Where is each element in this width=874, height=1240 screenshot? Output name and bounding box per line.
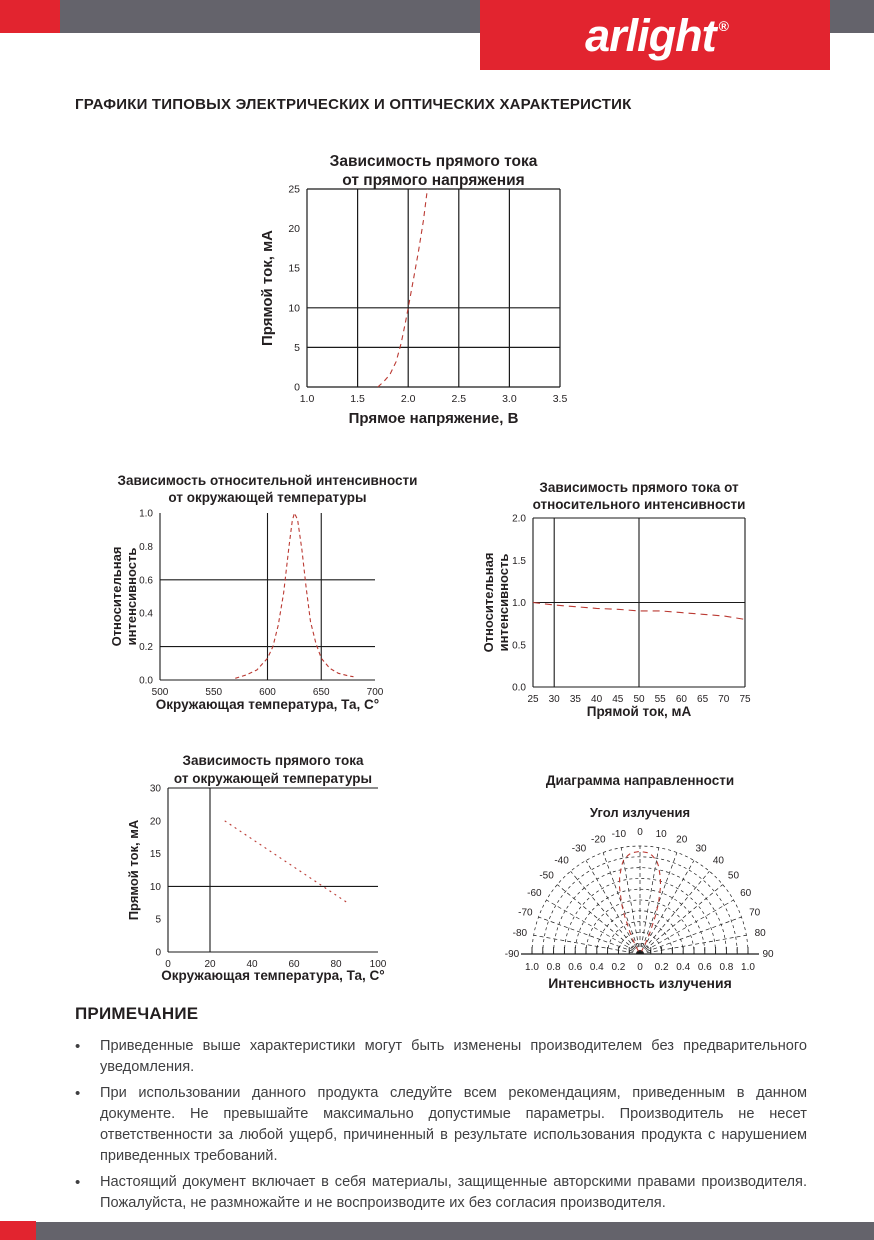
svg-text:3.5: 3.5 — [552, 393, 568, 405]
svg-text:Зависимость прямого тока от: Зависимость прямого тока от — [539, 480, 739, 495]
svg-text:0.4: 0.4 — [589, 962, 604, 973]
svg-text:20: 20 — [204, 959, 216, 970]
svg-text:0.4: 0.4 — [139, 608, 153, 620]
svg-text:20: 20 — [149, 816, 161, 828]
svg-text:10: 10 — [288, 302, 300, 315]
svg-text:-50: -50 — [539, 870, 554, 882]
svg-text:35: 35 — [569, 694, 581, 705]
svg-text:-30: -30 — [571, 843, 587, 855]
svg-text:Прямой ток, мА: Прямой ток, мА — [586, 704, 692, 719]
svg-text:-60: -60 — [527, 888, 542, 899]
svg-text:Прямой ток, мА: Прямой ток, мА — [259, 229, 276, 347]
svg-text:от окружающей температуры: от окружающей температуры — [173, 771, 373, 786]
svg-text:15: 15 — [288, 262, 300, 275]
svg-text:50: 50 — [633, 694, 645, 705]
svg-text:0.8: 0.8 — [719, 962, 734, 973]
svg-text:650: 650 — [312, 687, 330, 698]
svg-text:40: 40 — [591, 694, 603, 705]
svg-text:Зависимость относительной инте: Зависимость относительной интенсивности — [117, 473, 418, 488]
polar-svg — [488, 765, 828, 997]
registered-mark-icon: ® — [718, 17, 728, 34]
brand-name: arlight — [585, 9, 716, 61]
svg-text:от окружающей температуры: от окружающей температуры — [168, 490, 367, 505]
svg-text:0: 0 — [637, 962, 643, 973]
svg-text:0.5: 0.5 — [512, 640, 526, 652]
chart-current-vs-relative-intensity — [455, 470, 795, 722]
svg-text:относительного интенсивности: относительного интенсивности — [532, 497, 746, 512]
svg-text:0.2: 0.2 — [611, 962, 626, 973]
svg-text:25: 25 — [527, 694, 539, 705]
relint-svg — [455, 470, 795, 722]
svg-text:-10: -10 — [611, 828, 627, 840]
svg-text:90: 90 — [762, 949, 774, 960]
svg-text:0.2: 0.2 — [139, 642, 153, 654]
svg-text:Зависимость прямого тока: Зависимость прямого тока — [329, 153, 538, 170]
header-red-accent — [0, 0, 60, 33]
svg-text:-70: -70 — [518, 907, 533, 919]
svg-text:0.2: 0.2 — [654, 962, 669, 973]
svg-text:0: 0 — [165, 959, 171, 970]
svg-text:60: 60 — [740, 888, 752, 899]
svg-text:550: 550 — [205, 687, 223, 698]
svg-text:50: 50 — [727, 870, 740, 882]
svg-text:70: 70 — [718, 694, 730, 705]
svg-text:30: 30 — [149, 783, 161, 795]
svg-text:15: 15 — [149, 849, 161, 861]
svg-text:0: 0 — [294, 381, 300, 394]
svg-text:1.0: 1.0 — [299, 393, 315, 405]
svg-text:30: 30 — [548, 694, 560, 705]
svg-text:10: 10 — [655, 828, 667, 840]
svg-text:65: 65 — [697, 694, 709, 705]
svg-text:5: 5 — [294, 341, 300, 354]
spectrum-svg — [75, 465, 475, 723]
svg-text:100: 100 — [369, 959, 387, 970]
svg-text:1.5: 1.5 — [350, 393, 365, 405]
svg-text:45: 45 — [612, 694, 624, 705]
svg-text:40: 40 — [712, 855, 724, 867]
notes-list — [75, 1036, 807, 1219]
svg-text:80: 80 — [330, 959, 342, 970]
bullet-icon: • — [75, 1174, 81, 1191]
svg-text:Интенсивность излучения: Интенсивность излучения — [548, 975, 732, 991]
svg-text:0.6: 0.6 — [697, 962, 712, 973]
svg-text:0: 0 — [155, 947, 161, 959]
chart-forward-current-vs-voltage — [240, 140, 640, 432]
svg-text:600: 600 — [259, 687, 276, 698]
brand-logo-block — [480, 0, 830, 70]
note-text: При использовании данного продукта следуйте всем рекомендациям, приведенным в данном документе. Не превышайте максимально допустимые параметры. Производитель не несет ответственности за любой ущерб, причиненный в результате использования продукта с нарушением приведенных требований. — [100, 1085, 807, 1164]
svg-text:10: 10 — [149, 881, 161, 893]
svg-text:700: 700 — [366, 687, 384, 698]
svg-text:3.0: 3.0 — [502, 393, 517, 405]
svg-text:20: 20 — [288, 223, 300, 236]
svg-text:60: 60 — [675, 694, 687, 705]
svg-text:-90: -90 — [504, 949, 520, 960]
notes-heading: ПРИМЕЧАНИЕ — [75, 1004, 199, 1023]
svg-text:0.6: 0.6 — [139, 575, 153, 587]
footer-red-accent — [0, 1221, 36, 1240]
svg-text:Угол излучения: Угол излучения — [589, 805, 691, 820]
svg-text:0.6: 0.6 — [568, 962, 583, 973]
svg-text:30: 30 — [695, 843, 707, 855]
svg-text:500: 500 — [151, 687, 169, 698]
svg-text:1.0: 1.0 — [741, 962, 755, 973]
svg-text:5: 5 — [155, 914, 161, 926]
svg-text:интенсивность: интенсивность — [124, 547, 139, 646]
svg-text:40: 40 — [246, 959, 258, 970]
bullet-icon: • — [75, 1038, 81, 1055]
svg-text:1.0: 1.0 — [512, 598, 526, 609]
svg-text:1.0: 1.0 — [525, 962, 539, 973]
svg-text:2.5: 2.5 — [451, 393, 467, 405]
note-text: Приведенные выше характеристики могут быть изменены производителем без предварительного уведомления. — [100, 1038, 807, 1075]
temp-svg — [110, 745, 430, 988]
svg-text:Прямой ток, мА: Прямой ток, мА — [126, 819, 141, 921]
series-curve — [235, 513, 353, 678]
svg-text:-80: -80 — [512, 927, 528, 939]
note-item — [75, 1172, 807, 1214]
svg-text:55: 55 — [654, 694, 666, 705]
svg-text:1.5: 1.5 — [512, 555, 526, 567]
chart-radiation-pattern — [488, 765, 828, 997]
svg-text:-20: -20 — [591, 834, 606, 846]
note-text: Настоящий документ включает в себя материалы, защищенные авторскими правами производителя. Пожалуйста, не размножайте и не воспроизводите их без согласия производителя. — [100, 1174, 807, 1211]
svg-text:1.0: 1.0 — [139, 508, 153, 520]
svg-text:2.0: 2.0 — [400, 393, 416, 405]
svg-text:0.4: 0.4 — [676, 962, 691, 973]
series-curve — [225, 821, 347, 902]
svg-text:25: 25 — [288, 183, 300, 196]
note-item — [75, 1036, 807, 1078]
chart-current-vs-ambient-temperature — [110, 745, 430, 988]
svg-text:Окружающая температура, Та, С°: Окружающая температура, Та, С° — [155, 697, 380, 712]
series-curve — [378, 189, 428, 387]
svg-text:-40: -40 — [554, 855, 569, 867]
svg-text:Зависимость прямого тока: Зависимость прямого тока — [182, 753, 364, 768]
svg-text:Окружающая температура, Та, С°: Окружающая температура, Та, С° — [161, 968, 385, 983]
svg-text:60: 60 — [288, 959, 300, 970]
svg-text:80: 80 — [754, 927, 766, 939]
bullet-icon: • — [75, 1085, 81, 1102]
chart-relative-intensity-vs-temperature — [75, 465, 475, 723]
svg-text:75: 75 — [739, 694, 751, 705]
svg-text:0.8: 0.8 — [546, 962, 561, 973]
svg-text:0.8: 0.8 — [139, 541, 153, 553]
svg-text:интенсивность: интенсивность — [496, 553, 511, 652]
svg-text:Относительная: Относительная — [481, 552, 496, 653]
svg-text:Относительная: Относительная — [109, 546, 124, 647]
svg-text:0.0: 0.0 — [512, 682, 526, 694]
svg-text:Прямое напряжение, В: Прямое напряжение, В — [348, 410, 519, 427]
footer-gray-bar — [0, 1222, 874, 1240]
svg-text:20: 20 — [676, 834, 688, 846]
svg-text:0.0: 0.0 — [139, 675, 153, 687]
svg-text:0: 0 — [637, 827, 643, 838]
brand-logo — [585, 9, 728, 61]
svg-text:2.0: 2.0 — [512, 513, 526, 525]
svg-text:70: 70 — [749, 907, 761, 919]
page-title: ГРАФИКИ ТИПОВЫХ ЭЛЕКТРИЧЕСКИХ И ОПТИЧЕСКИХ ХАРАКТЕРИСТИК — [75, 96, 632, 113]
svg-text:от прямого напряжения: от прямого напряжения — [342, 172, 525, 189]
iv-svg — [240, 140, 640, 432]
svg-text:Диаграмма направленности: Диаграмма направленности — [545, 773, 735, 788]
note-item — [75, 1083, 807, 1167]
